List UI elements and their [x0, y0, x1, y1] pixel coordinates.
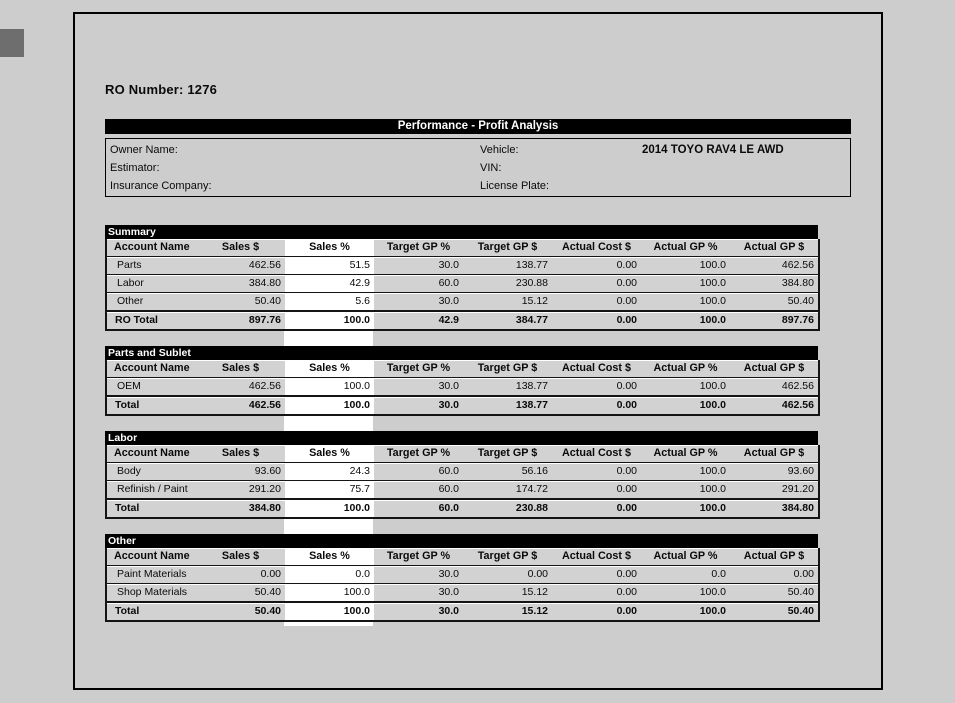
total-cell: 30.0	[374, 396, 463, 415]
total-cell: 50.40	[730, 602, 819, 621]
table-cell: 0.00	[552, 378, 641, 397]
column-header: Actual GP $	[730, 360, 819, 378]
table-row	[106, 257, 819, 275]
table-cell: 0.00	[552, 275, 641, 293]
table-cell: 100.0	[641, 257, 730, 275]
column-header: Actual GP %	[641, 548, 730, 566]
insurance-company-label: Insurance Company:	[110, 180, 212, 192]
table-cell: 138.77	[463, 257, 552, 275]
column-header: Sales $	[196, 239, 285, 257]
table-cell: Refinish / Paint	[106, 481, 196, 500]
table-cell: 230.88	[463, 275, 552, 293]
table-cell: 100.0	[641, 293, 730, 312]
table-row	[106, 463, 819, 481]
table-cell: Shop Materials	[106, 584, 196, 603]
section-table-parts-and-sublet	[105, 360, 820, 416]
info-row	[106, 159, 850, 177]
report-title-bar	[105, 119, 851, 134]
table-row	[106, 378, 819, 397]
table-cell: 100.0	[641, 463, 730, 481]
table-row	[106, 275, 819, 293]
table-row	[106, 481, 819, 500]
section-summary	[105, 225, 818, 331]
column-header: Target GP %	[374, 360, 463, 378]
column-header: Target GP $	[463, 445, 552, 463]
total-cell: 100.0	[285, 396, 374, 415]
table-header-row	[106, 548, 819, 566]
table-row	[106, 293, 819, 312]
column-header: Actual GP $	[730, 548, 819, 566]
table-cell: 0.00	[552, 463, 641, 481]
column-header: Actual Cost $	[552, 360, 641, 378]
column-header: Account Name	[106, 239, 196, 257]
table-row	[106, 566, 819, 584]
section-table-summary	[105, 239, 820, 331]
table-cell: Parts	[106, 257, 196, 275]
column-header: Target GP %	[374, 548, 463, 566]
section-title-bar: Other	[105, 534, 818, 548]
table-cell: 30.0	[374, 584, 463, 603]
total-cell: 100.0	[641, 311, 730, 330]
table-cell: 0.00	[552, 257, 641, 275]
total-cell: 462.56	[730, 396, 819, 415]
total-cell: 100.0	[285, 311, 374, 330]
table-cell: 60.0	[374, 463, 463, 481]
table-cell: 291.20	[196, 481, 285, 500]
total-cell: 0.00	[552, 499, 641, 518]
total-cell: 384.80	[196, 499, 285, 518]
table-cell: 51.5	[285, 257, 374, 275]
column-header: Account Name	[106, 445, 196, 463]
column-header: Actual GP %	[641, 239, 730, 257]
column-header: Account Name	[106, 360, 196, 378]
table-cell: 100.0	[641, 378, 730, 397]
column-header: Target GP %	[374, 445, 463, 463]
table-row	[106, 584, 819, 603]
column-header: Sales $	[196, 445, 285, 463]
section-parts-and-sublet	[105, 346, 818, 416]
table-cell: 0.00	[552, 293, 641, 312]
table-cell: 384.80	[730, 275, 819, 293]
info-row	[106, 141, 850, 159]
total-cell: 30.0	[374, 602, 463, 621]
total-cell: 42.9	[374, 311, 463, 330]
table-cell: 0.00	[552, 481, 641, 500]
table-cell: 0.00	[552, 566, 641, 584]
total-cell: 15.12	[463, 602, 552, 621]
total-cell: 462.56	[196, 396, 285, 415]
column-header: Sales %	[285, 445, 374, 463]
ro-number: RO Number: 1276	[105, 82, 218, 97]
table-cell: Other	[106, 293, 196, 312]
total-cell: 100.0	[641, 396, 730, 415]
sections	[105, 225, 818, 622]
column-header: Sales $	[196, 360, 285, 378]
table-total-row	[106, 396, 819, 415]
table-cell: 100.0	[641, 584, 730, 603]
table-cell: 24.3	[285, 463, 374, 481]
vehicle-info-box	[105, 138, 851, 197]
total-cell: 100.0	[285, 602, 374, 621]
total-cell: 100.0	[641, 499, 730, 518]
table-cell: 291.20	[730, 481, 819, 500]
table-cell: 100.0	[285, 584, 374, 603]
table-cell: 50.40	[196, 293, 285, 312]
total-cell: 0.00	[552, 311, 641, 330]
report-page	[73, 12, 883, 690]
table-cell: 100.0	[641, 275, 730, 293]
vehicle-label: Vehicle:	[480, 144, 519, 156]
table-cell: Body	[106, 463, 196, 481]
table-cell: 100.0	[285, 378, 374, 397]
table-cell: 0.0	[285, 566, 374, 584]
section-title-bar: Parts and Sublet	[105, 346, 818, 360]
table-cell: OEM	[106, 378, 196, 397]
table-cell: 5.6	[285, 293, 374, 312]
table-cell: 0.00	[463, 566, 552, 584]
total-cell: 384.77	[463, 311, 552, 330]
table-cell: 0.00	[196, 566, 285, 584]
total-cell: 50.40	[196, 602, 285, 621]
table-cell: 42.9	[285, 275, 374, 293]
column-header: Actual Cost $	[552, 239, 641, 257]
info-row	[106, 177, 850, 195]
section-other	[105, 534, 818, 622]
vehicle-value: 2014 TOYO RAV4 LE AWD	[642, 144, 784, 156]
table-cell: 462.56	[730, 257, 819, 275]
table-cell: 60.0	[374, 275, 463, 293]
total-cell: 0.00	[552, 396, 641, 415]
total-cell: 897.76	[196, 311, 285, 330]
total-cell: Total	[106, 396, 196, 415]
table-cell: 60.0	[374, 481, 463, 500]
table-cell: 384.80	[196, 275, 285, 293]
column-header: Actual GP $	[730, 239, 819, 257]
section-labor	[105, 431, 818, 519]
vin-value	[642, 159, 850, 177]
column-header: Account Name	[106, 548, 196, 566]
table-total-row	[106, 499, 819, 518]
table-cell: 0.00	[552, 584, 641, 603]
total-cell: RO Total	[106, 311, 196, 330]
owner-name-label: Owner Name:	[110, 144, 178, 156]
table-cell: 100.0	[641, 481, 730, 500]
table-header-row	[106, 360, 819, 378]
column-header: Sales $	[196, 548, 285, 566]
table-cell: 30.0	[374, 566, 463, 584]
table-cell: 138.77	[463, 378, 552, 397]
table-cell: 462.56	[730, 378, 819, 397]
left-edge-dark-box	[0, 29, 24, 57]
table-cell: 30.0	[374, 378, 463, 397]
section-table-labor	[105, 445, 820, 519]
total-cell: 230.88	[463, 499, 552, 518]
column-header: Target GP %	[374, 239, 463, 257]
column-header: Sales %	[285, 548, 374, 566]
table-cell: Labor	[106, 275, 196, 293]
total-cell: 100.0	[641, 602, 730, 621]
total-cell: Total	[106, 499, 196, 518]
table-cell: 30.0	[374, 293, 463, 312]
column-header: Actual Cost $	[552, 548, 641, 566]
table-cell: 174.72	[463, 481, 552, 500]
total-cell: 0.00	[552, 602, 641, 621]
estimator-label: Estimator:	[110, 162, 160, 174]
table-cell: 30.0	[374, 257, 463, 275]
table-cell: 462.56	[196, 378, 285, 397]
table-cell: Paint Materials	[106, 566, 196, 584]
column-header: Actual GP %	[641, 360, 730, 378]
table-cell: 15.12	[463, 293, 552, 312]
section-title-bar: Summary	[105, 225, 818, 239]
table-cell: 50.40	[730, 584, 819, 603]
total-cell: 60.0	[374, 499, 463, 518]
column-header: Target GP $	[463, 239, 552, 257]
column-header: Actual Cost $	[552, 445, 641, 463]
table-cell: 50.40	[730, 293, 819, 312]
table-cell: 15.12	[463, 584, 552, 603]
table-total-row	[106, 602, 819, 621]
table-cell: 75.7	[285, 481, 374, 500]
column-header: Actual GP %	[641, 445, 730, 463]
license-plate-label: License Plate:	[480, 180, 550, 192]
table-cell: 56.16	[463, 463, 552, 481]
table-header-row	[106, 239, 819, 257]
section-title-bar: Labor	[105, 431, 818, 445]
vin-label: VIN:	[480, 162, 502, 174]
table-cell: 0.0	[641, 566, 730, 584]
total-cell: Total	[106, 602, 196, 621]
column-header: Sales %	[285, 360, 374, 378]
table-cell: 0.00	[730, 566, 819, 584]
table-cell: 50.40	[196, 584, 285, 603]
total-cell: 897.76	[730, 311, 819, 330]
report-tables	[105, 225, 818, 622]
column-header: Sales %	[285, 239, 374, 257]
column-header: Target GP $	[463, 548, 552, 566]
total-cell: 100.0	[285, 499, 374, 518]
report-title: Performance - Profit Analysis	[397, 120, 559, 132]
section-table-other	[105, 548, 820, 622]
table-cell: 462.56	[196, 257, 285, 275]
total-cell: 384.80	[730, 499, 819, 518]
license-plate-value	[642, 177, 850, 195]
column-header: Target GP $	[463, 360, 552, 378]
total-cell: 138.77	[463, 396, 552, 415]
table-header-row	[106, 445, 819, 463]
table-cell: 93.60	[196, 463, 285, 481]
table-total-row	[106, 311, 819, 330]
table-cell: 93.60	[730, 463, 819, 481]
column-header: Actual GP $	[730, 445, 819, 463]
